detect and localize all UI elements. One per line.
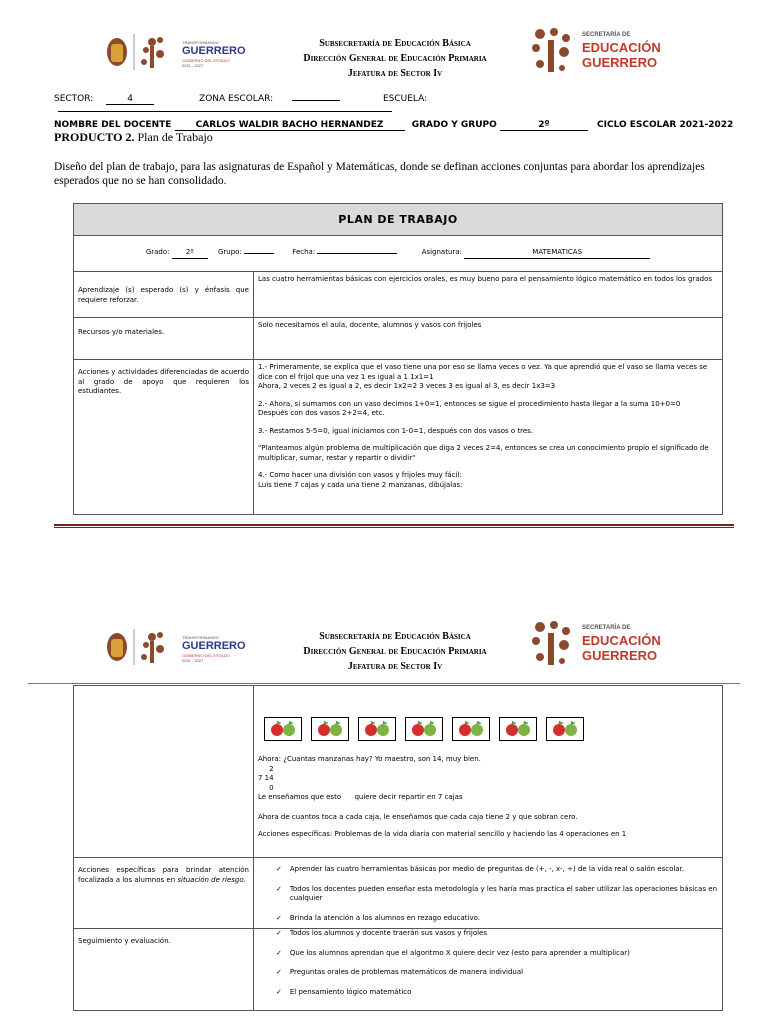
aprendizaje-content: Las cuatro herramientas básicas con ejercicios orales, es muy bueno para el pensamiento lógico matemático en todos los grados [254, 272, 723, 318]
grado-grupo-label: GRADO Y GRUPO [411, 120, 497, 130]
acciones-para-1: 1.- Primeramente, se explica que el vaso tiene una por eso se llama veces o vez. Ya que aprendió que el vaso se llama veces se dice con el frijol que una vez 1 es igual a 1 1x1=1 Ahora, 2 veces 2 es igual a 2, es decir 1x2=2 3 veces 3 es igual al 3, es decir 1x3=3 [258, 363, 708, 390]
zona-value [292, 100, 340, 101]
check-icon: ✓ [276, 913, 282, 922]
seguimiento-content [254, 929, 723, 1011]
producto-title [54, 130, 213, 145]
header-line-2: Dirección General de Educación Primaria [303, 53, 487, 64]
acciones-esp-item-text: Aprender las cuatro herramientas básicas por medio de preguntas de (+, -, x-, ÷) de la vida real o salón escolar. [289, 865, 685, 873]
acciones-para-3: 3.- Restamos 5-5=0, igual iniciamos con 1-0=1, después con dos vasos o tres. [258, 426, 534, 435]
apples-icon [315, 721, 345, 737]
intro-text: Diseño del plan de trabajo, para las asignaturas de Español y Matemáticas, donde se definan acciones conjuntas para abordar los aprendizajes esperados que no se han consolidado. [54, 161, 705, 187]
division-para-3: Acciones específicas: Problemas de la vida diaria con material sencillo y haciendo las 4 operaciones en 1 [258, 830, 627, 838]
apple-boxes-row [264, 717, 718, 741]
header-line-3: Jefatura de Sector Iv [347, 68, 443, 79]
header-line-1: Subsecretaría de Educación Básica [319, 38, 471, 49]
check-icon: ✓ [276, 865, 282, 873]
apples-icon [456, 721, 486, 737]
grado-label: Grado: [145, 248, 170, 257]
plan-meta-row [74, 236, 723, 272]
acciones-para-4: "Planteamos algún problema de multiplicación que diga 2 veces 2=4, entonces se crea un conocimiento propio el significado de multiplicar, sumar, restar y repartir o dividir" [258, 444, 709, 462]
seguimiento-item [276, 929, 718, 939]
division-line-3: 7 14 [258, 774, 274, 782]
apple-box [264, 717, 302, 741]
asignatura-label: Asignatura: [421, 248, 462, 257]
page-2 [0, 595, 768, 1024]
header-line-1: Subsecretaría de Educación Básica [319, 631, 471, 642]
logo-left-main-text: GUERRERO [182, 640, 246, 652]
seguimiento-item-text: Todos los alumnos y docente traerán sus vasos y frijoles [289, 929, 488, 937]
acciones-esp-item-text: Brinda la atención a los alumnos en rezago educativo. [289, 913, 481, 922]
grado-value: 2º [172, 248, 208, 259]
apples-icon [503, 721, 533, 737]
docente-value: CARLOS WALDIR BACHO HERNANDEZ [175, 120, 405, 131]
logo-left-sub-text: GOBIERNO DEL ESTADO [182, 653, 230, 658]
header-title-block-2 [290, 629, 500, 674]
acciones-para-5: 4.- Como hacer una división con vasos y frijoles muy fácil: Luis tiene 7 cajas y cada una tiene 2 manzanas, dibújalas: [258, 471, 463, 489]
docente-label: NOMBRE DEL DOCENTE [54, 120, 172, 130]
education-emblem-icon [526, 617, 576, 671]
plan-table [73, 203, 723, 515]
header-line-3: Jefatura de Sector Iv [347, 661, 443, 672]
acciones-esp-label-em: situación de riesgo. [177, 875, 246, 884]
apples-icon [268, 721, 298, 737]
division-para-2: Ahora de cuantos toca a cada caja, le enseñamos que cada caja tiene 2 y que sobran cero. [258, 812, 578, 821]
seguimiento-item-text: Preguntas orales de problemas matemáticos de manera individual [289, 968, 524, 976]
logo-left-sub-text: GOBIERNO DEL ESTADO [182, 58, 230, 63]
producto-number: PRODUCTO 2. [54, 130, 135, 144]
asignatura-value: MATEMATICAS [464, 248, 650, 259]
check-icon: ✓ [276, 948, 282, 957]
secretaria-educacion-logo [526, 24, 661, 78]
seguimiento-item [276, 988, 718, 998]
sector-value: 4 [106, 94, 154, 105]
zona-label: ZONA ESCOLAR: [199, 94, 274, 104]
acciones-label: Acciones y actividades diferenciadas de acuerdo al grado de apoyo que requieren los estudiantes. [74, 360, 254, 515]
apple-box [546, 717, 584, 741]
division-line-2: 2 [258, 764, 274, 773]
grupo-value [244, 253, 274, 254]
seguimiento-label: Seguimiento y evaluación. [74, 929, 254, 1011]
school-info-row [54, 94, 744, 115]
guerrero-state-logo [104, 30, 246, 74]
escuela-value [58, 111, 392, 112]
apples-icon [550, 721, 580, 737]
acciones-esp-item [276, 914, 718, 924]
apples-icon [362, 721, 392, 737]
escuela-label: ESCUELA: [382, 94, 428, 104]
logo-left-top-text: TRANSFORMANDO [182, 40, 219, 45]
division-example-cell [254, 686, 723, 858]
seguimiento-item-text: Que los alumnos aprendan que el algoritmo X quiere decir vez (esto para aprender a multiplicar) [289, 948, 630, 957]
division-line-4: 0 [258, 783, 274, 792]
acciones-esp-label-text: Acciones específicas para brindar atención focalizada a los alumnos en [78, 866, 249, 884]
logo-right-top-text: SECRETARÍA DE [582, 32, 631, 38]
logo-right-main2-text: GUERRERO [582, 648, 658, 663]
acciones-esp-item [276, 885, 718, 904]
seguimiento-item [276, 949, 718, 959]
continued-label-cell [74, 686, 254, 858]
grupo-label: Grupo: [218, 248, 242, 257]
fecha-label: Fecha: [292, 248, 316, 257]
logo-right-main2-text: GUERRERO [582, 55, 658, 70]
ciclo-escolar-label: CICLO ESCOLAR 2021-2022 [597, 120, 734, 130]
seguimiento-item-text: El pensamiento lógico matemático [289, 987, 412, 996]
acciones-esp-item-text: Todos los docentes pueden enseñar esta metodología y les haría mas practica el saber utilizar las operaciones básicas en cualquier [289, 884, 718, 902]
producto-name: Plan de Trabajo [137, 130, 213, 144]
guerrero-state-logo-2 [104, 625, 246, 669]
logo-right-main1-text: EDUCACIÓN [582, 633, 661, 648]
education-emblem-icon [526, 24, 576, 78]
secretaria-educacion-logo-2 [526, 617, 661, 671]
apple-box [311, 717, 349, 741]
logo-left-main-text: GUERRERO [182, 45, 246, 57]
plan-table-continued [73, 685, 723, 1011]
header-title-block [290, 36, 500, 81]
acciones-para-2: 2.- Ahora, si sumamos con un vaso decimos 1+0=1, entonces se sigue el procedimiento hasta llegar a la suma 10+0=0 Después con dos vasos 2+2=4, etc. [258, 399, 681, 417]
logo-right-top-text: SECRETARÍA DE [582, 625, 631, 631]
page-gap [0, 535, 768, 595]
grado-grupo-value: 2º [500, 120, 588, 131]
acciones-esp-item [276, 865, 718, 875]
sector-label: SECTOR: [54, 94, 94, 104]
check-icon: ✓ [276, 884, 282, 893]
seguimiento-item [276, 968, 718, 978]
apple-box [358, 717, 396, 741]
apple-box [452, 717, 490, 741]
apple-box [405, 717, 443, 741]
recursos-label: Recursos y/o materiales. [74, 318, 254, 360]
page-footer-line [54, 524, 734, 528]
acciones-content [254, 360, 723, 515]
logo-left-top-text: TRANSFORMANDO [182, 635, 219, 640]
logo-right-main1-text: EDUCACIÓN [582, 40, 661, 55]
fecha-value [317, 253, 397, 254]
check-icon: ✓ [276, 929, 282, 937]
aprendizaje-label: Aprendizaje (s) esperado (s) y énfasis que requiere reforzar. [74, 272, 254, 318]
division-line-1: Ahora: ¿Cuantas manzanas hay? Yo maestro, son 14, muy bien. [258, 755, 481, 763]
recursos-content: Solo necesitamos el aula, docente, alumnos y vasos con frijoles [254, 318, 723, 360]
logo-left-years-text: 2021 - 2027 [182, 63, 204, 68]
check-icon: ✓ [276, 968, 282, 976]
acciones-especificas-label [74, 858, 254, 929]
check-icon: ✓ [276, 987, 282, 996]
plan-title: PLAN DE TRABAJO [74, 204, 723, 236]
acciones-especificas-content [254, 858, 723, 929]
header-divider [28, 683, 740, 684]
header-line-2: Dirección General de Educación Primaria [303, 646, 487, 657]
apples-icon [409, 721, 439, 737]
apple-box [499, 717, 537, 741]
logo-left-years-text: 2021 - 2027 [182, 658, 204, 663]
division-line-5: Le enseñamos que esto quiere decir repartir en 7 cajas [258, 793, 463, 801]
